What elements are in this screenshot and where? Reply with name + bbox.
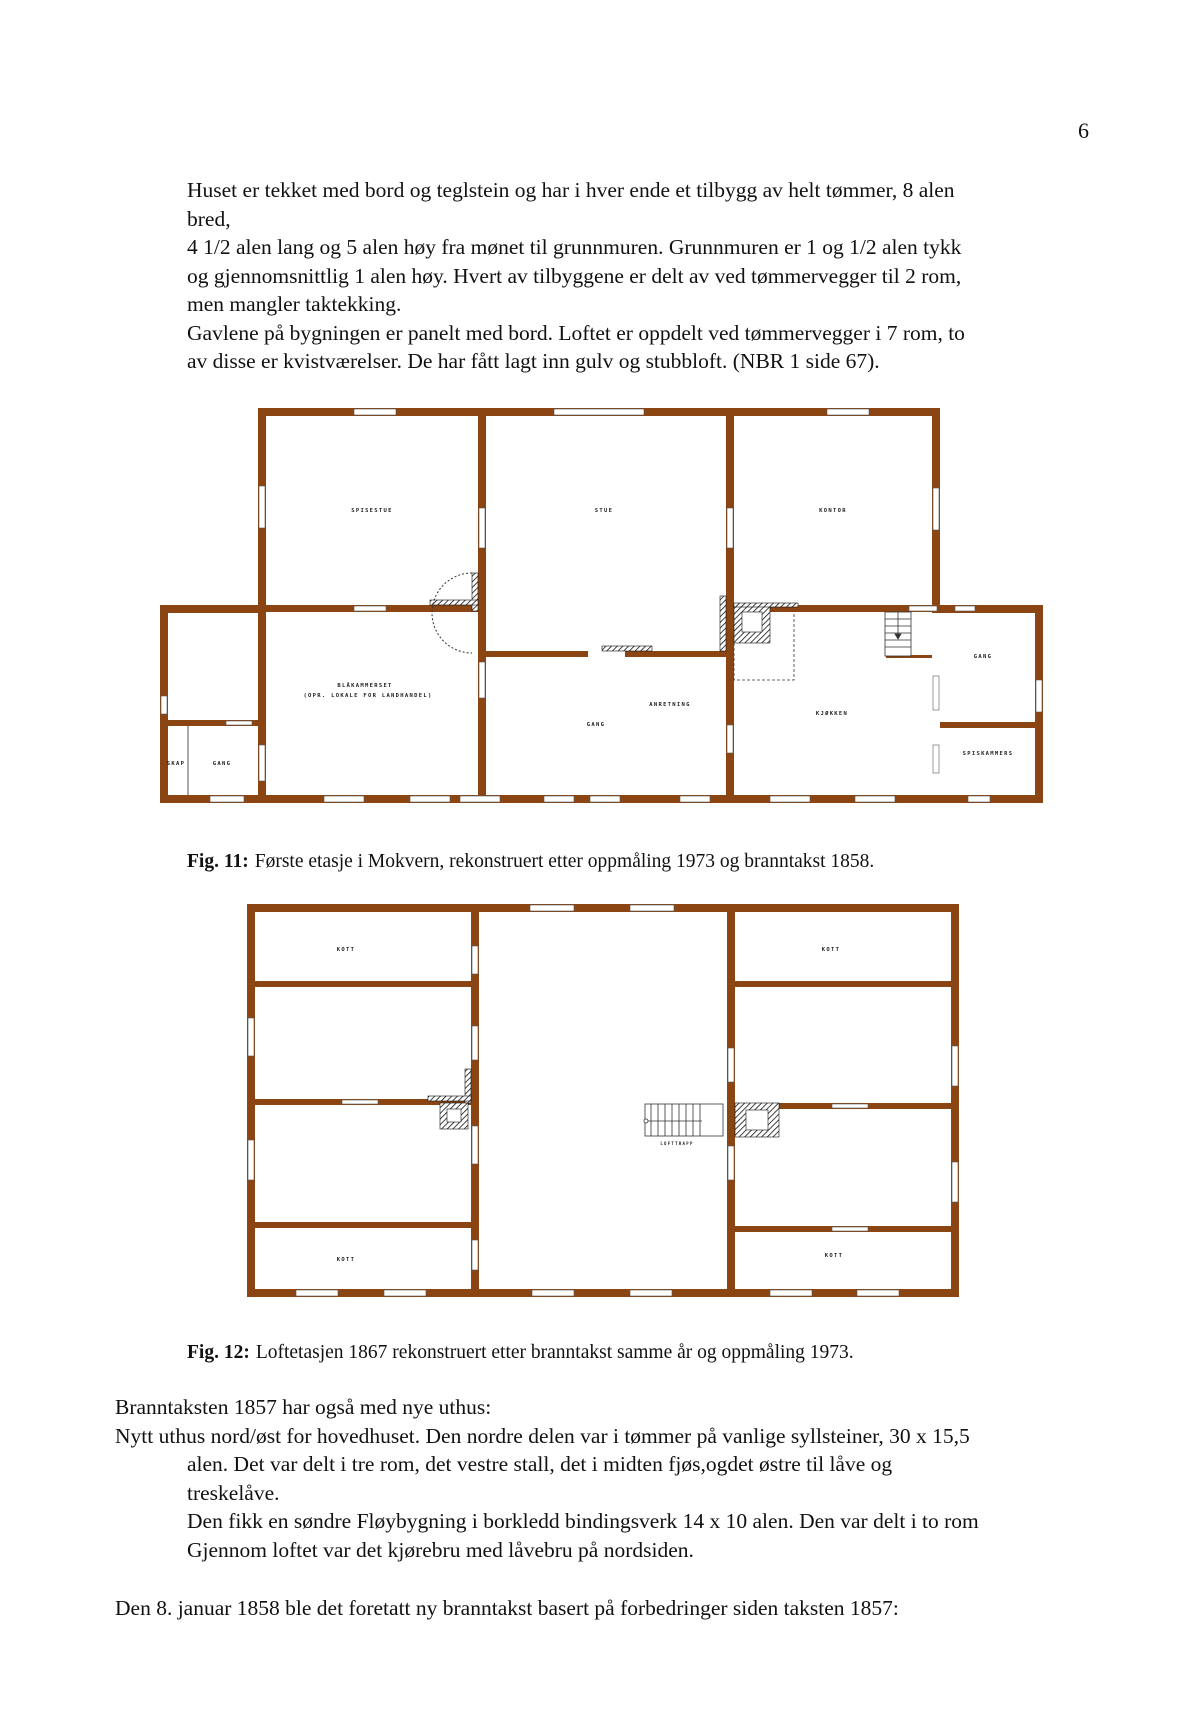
text-line: Den fikk en søndre Fløybygning i borkledd bindingsverk 14 x 10 alen. Den var delt i to rom (187, 1509, 979, 1533)
room-label-blaakammeret-note: (OPR. LOKALE FOR LANDHANDEL) (303, 693, 433, 699)
figure-11-label: Fig. 11: (187, 851, 249, 872)
room-label-kott-nw: KOTT (336, 947, 356, 953)
room-label-kott-se: KOTT (824, 1253, 844, 1259)
text-line: Huset er tekket med bord og teglstein og har i hver ende et tilbygg av helt tømmer, 8 alen (187, 178, 955, 202)
text-line: av disse er kvistværelser. De har fått lagt inn gulv og stubbloft. (NBR 1 side 67). (187, 349, 880, 373)
room-label-gang-left: GANG (212, 761, 232, 767)
floor-plan-first-floor (150, 400, 1060, 820)
room-label-kjokken: KJØKKEN (815, 711, 849, 717)
text-line: Gjennom loftet var det kjørebru med låvebru på nordsiden. (187, 1537, 694, 1562)
closing-paragraph (115, 1594, 899, 1623)
room-label-gang-center: GANG (586, 722, 606, 728)
text-line: alen. Det var delt i tre rom, det vestre stall, det i midten fjøs,ogdet østre til låve og (187, 1452, 893, 1476)
attic-staircase (644, 1104, 723, 1136)
text-line: Den 8. januar 1858 ble det foretatt ny branntakst basert på forbedringer siden taksten 1857: (115, 1596, 899, 1620)
figure-11-caption-text: Første etasje i Mokvern, rekonstruert etter oppmåling 1973 og branntakst 1858. (254, 851, 875, 872)
room-label-blaakammeret: BLÅKAMMERSET (337, 683, 393, 689)
chimney-hatching (428, 1069, 779, 1137)
window-openings (248, 905, 958, 1296)
floor-plan-first-floor-drawing (150, 400, 1060, 820)
floor-plan-attic (240, 900, 970, 1305)
page-number: 6 (1078, 118, 1089, 143)
text-line: Branntaksten 1857 har også med nye uthus: (115, 1395, 492, 1419)
room-label-kott-ne: KOTT (821, 947, 841, 953)
figure-12-caption-text: Loftetasjen 1867 rekonstruert etter branntakst samme år og oppmåling 1973. (255, 1342, 854, 1363)
room-label-kontor: KONTOR (819, 508, 847, 514)
figure-12-caption (187, 1342, 854, 1364)
text-line: 4 1/2 alen lang og 5 alen høy fra mønet til grunnmuren. Grunnmuren er 1 og 1/2 alen tykk (187, 235, 962, 259)
room-label-spiskammers: SPISKAMMERS (962, 751, 1014, 757)
staircase (885, 612, 911, 656)
room-label-spisestue: SPISESTUE (351, 508, 393, 514)
floor-plan-attic-drawing (240, 900, 970, 1305)
room-label-stair: LOFTTRAPP (660, 1141, 694, 1146)
room-label-gang-right: GANG (973, 654, 993, 660)
room-label-skap: SKAP (166, 761, 186, 767)
walls (160, 408, 1043, 803)
text-line: og gjennomsnittlig 1 alen høy. Hvert av tilbyggene er delt av ved tømmervegger til 2 rom, (187, 263, 962, 288)
outbuildings-paragraph (115, 1393, 979, 1564)
text-line: men mangler taktekking. (187, 292, 402, 316)
figure-12-label: Fig. 12: (187, 1342, 250, 1363)
room-label-anretning: ANRETNING (649, 702, 691, 708)
intro-paragraph (187, 176, 965, 376)
text-line: bred, (187, 206, 231, 231)
room-label-stue: STUE (594, 508, 614, 514)
door-swing-arc (432, 573, 472, 653)
text-line: Gavlene på bygningen er panelt med bord. Loftet er oppdelt ved tømmervegger i 7 rom, to (187, 320, 965, 345)
figure-11-caption (187, 851, 874, 873)
text-line: Nytt uthus nord/øst for hovedhuset. Den nordre delen var i tømmer på vanlige syllsteiner, 30 x 15,5 (115, 1423, 970, 1448)
text-line: treskelåve. (187, 1480, 280, 1505)
room-label-kott-sw: KOTT (336, 1257, 356, 1263)
